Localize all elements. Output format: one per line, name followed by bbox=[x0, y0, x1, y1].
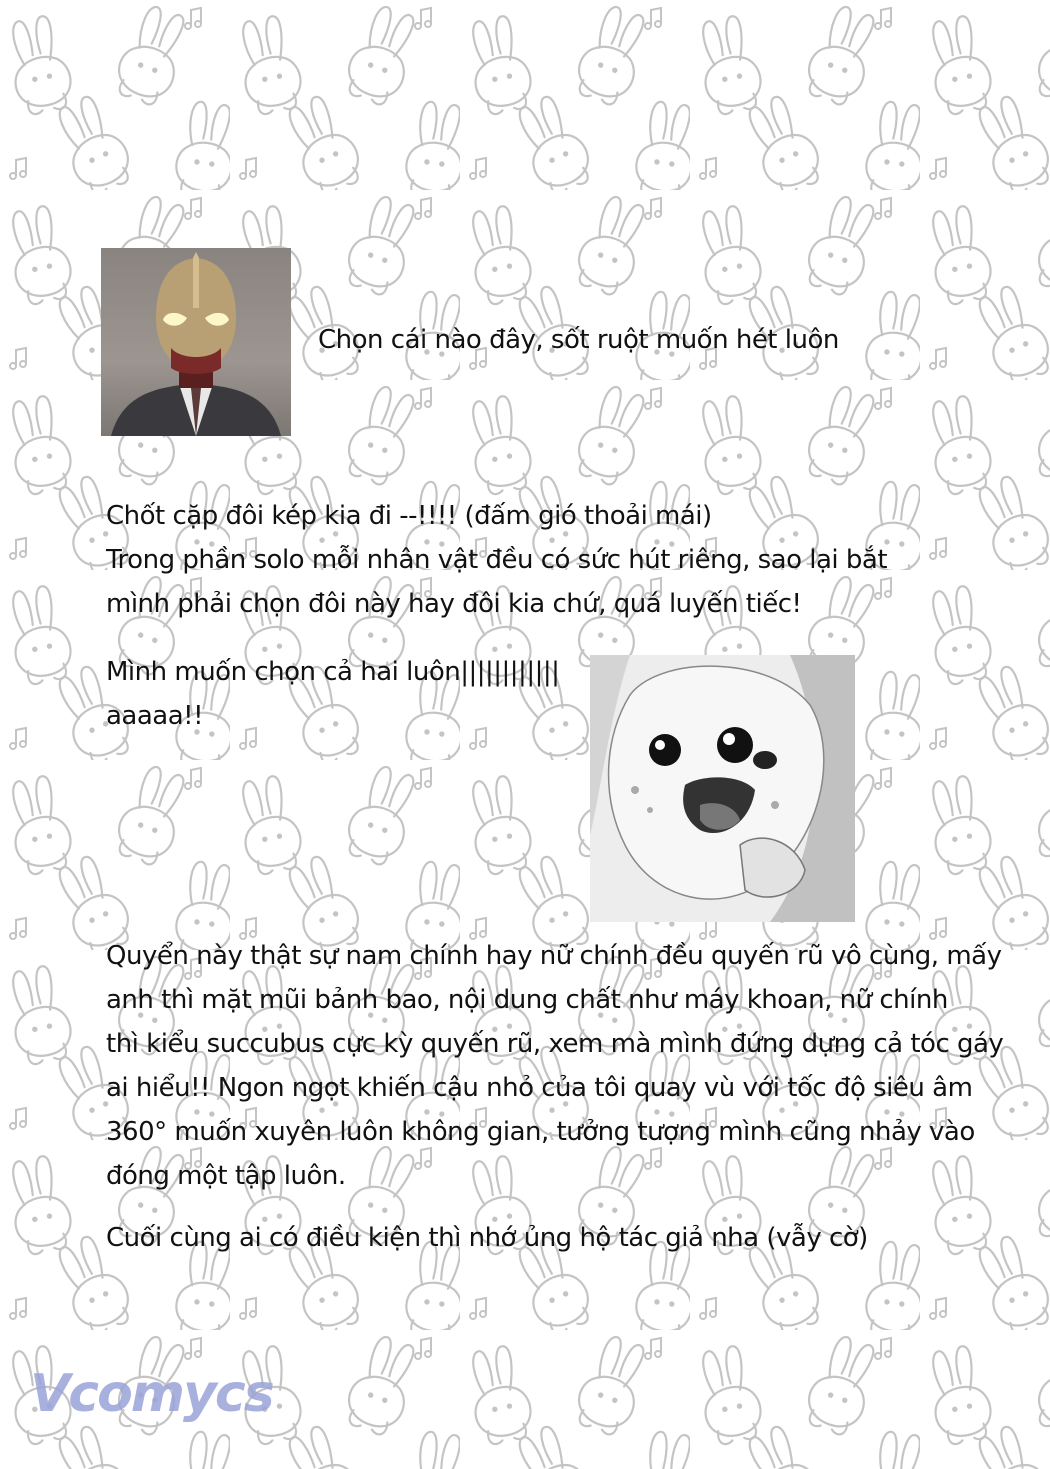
paragraph-3-line: anh thì mặt mũi bảnh bao, nội dung chất như máy khoan, nữ chính bbox=[106, 985, 948, 1015]
paragraph-1-line: mình phải chọn đôi này hay đôi kia chứ, quá luyến tiếc! bbox=[106, 589, 802, 619]
masked-hero-icon bbox=[101, 248, 291, 436]
paragraph-1 bbox=[106, 494, 887, 626]
paragraph-2 bbox=[106, 650, 559, 738]
paragraph-4-line: Cuối cùng ai có điều kiện thì nhớ ủng hộ tác giả nha (vẫy cờ) bbox=[106, 1223, 868, 1253]
paragraph-1-line: Chốt cặp đôi kép kia đi --!!!! (đấm gió thoải mái) bbox=[106, 501, 712, 531]
site-watermark: Vcomycs bbox=[30, 1364, 273, 1424]
paragraph-3-line: thì kiểu succubus cực kỳ quyến rũ, xem mà mình đứng dựng cả tóc gáy bbox=[106, 1029, 1004, 1059]
paragraph-4 bbox=[106, 1216, 868, 1260]
paragraph-3-line: ai hiểu!! Ngon ngọt khiến cậu nhỏ của tôi quay vù với tốc độ siêu âm bbox=[106, 1073, 973, 1103]
paragraph-2-line: Mình muốn chọn cả hai luôn|||||||||||| bbox=[106, 657, 560, 687]
paragraph-3-line: đóng một tập luôn. bbox=[106, 1161, 346, 1191]
crying-puppy-image bbox=[590, 655, 855, 922]
paragraph-3-line: Quyển này thật sự nam chính hay nữ chính đều quyến rũ vô cùng, mấy bbox=[106, 941, 1002, 971]
masked-hero-photo bbox=[101, 248, 291, 436]
paragraph-3-line: 360° muốn xuyên luôn không gian, tưởng tượng mình cũng nhảy vào bbox=[106, 1117, 975, 1147]
paragraph-2-line: aaaaa!! bbox=[106, 701, 204, 731]
intro-caption: Chọn cái nào đây, sốt ruột muốn hét luôn bbox=[318, 325, 839, 355]
paragraph-3 bbox=[106, 934, 1003, 1198]
paragraph-1-line: Trong phần solo mỗi nhân vật đều có sức hút riêng, sao lại bắt bbox=[106, 545, 888, 575]
crying-puppy-icon bbox=[590, 655, 855, 922]
